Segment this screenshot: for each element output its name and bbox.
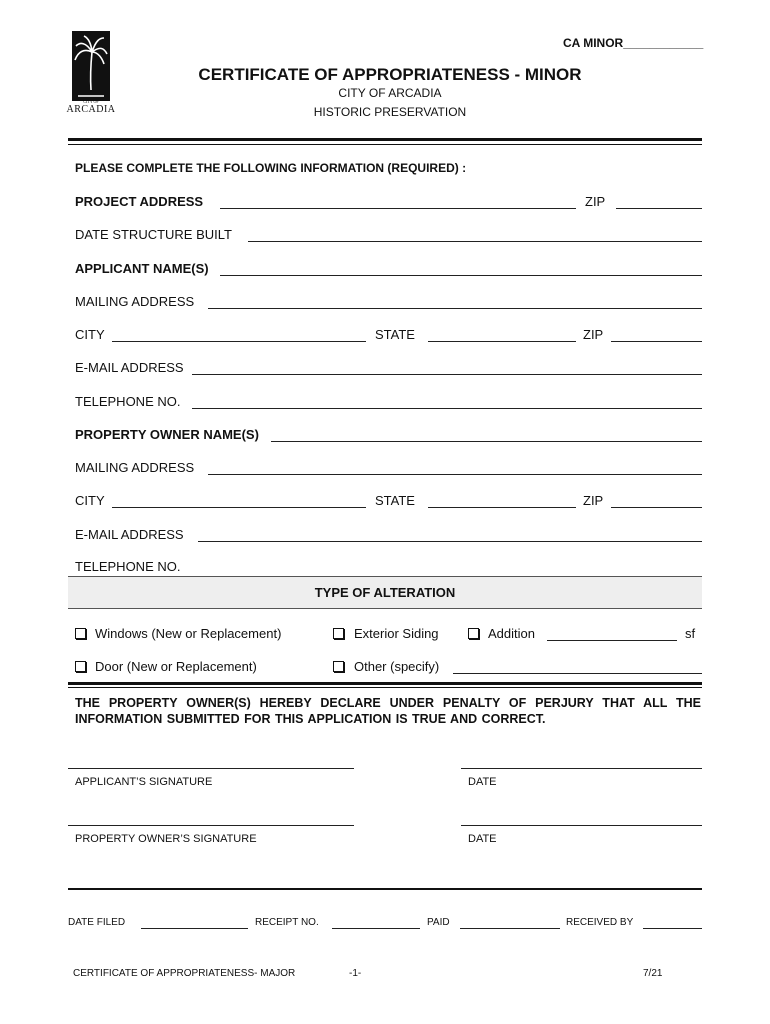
date-filed-field[interactable] (141, 928, 248, 929)
logo-city-name: ARCADIA (66, 104, 116, 115)
applicant-city-label: CITY (75, 327, 105, 342)
owner-city-label: CITY (75, 493, 105, 508)
owner-date-label: DATE (468, 833, 497, 845)
header-divider-thin (68, 144, 702, 145)
owner-state-field[interactable] (428, 507, 576, 508)
applicant-signature-label: APPLICANT’S SIGNATURE (75, 776, 213, 788)
applicant-email-label: E-MAIL ADDRESS (75, 360, 184, 375)
sf-label: sf (685, 626, 696, 641)
footer-form-name: CERTIFICATE OF APPROPRIATENESS- MAJOR (73, 968, 296, 979)
applicant-mailing-field[interactable] (208, 308, 702, 309)
addition-checkbox[interactable] (468, 628, 479, 639)
project-zip-field[interactable] (616, 208, 702, 209)
owner-names-label: PROPERTY OWNER NAME(S) (75, 427, 259, 442)
subtitle-program: HISTORIC PRESERVATION (313, 105, 467, 119)
door-label: Door (New or Replacement) (95, 659, 257, 674)
applicant-names-label: APPLICANT NAME(S) (75, 261, 209, 276)
revision-date: 7/21 (643, 968, 663, 979)
header-divider (68, 138, 702, 141)
received-by-label: RECEIVED BY (566, 917, 634, 928)
owner-email-label: E-MAIL ADDRESS (75, 527, 184, 542)
owner-city-field[interactable] (112, 507, 366, 508)
applicant-zip-field[interactable] (611, 341, 702, 342)
paid-field[interactable] (460, 928, 560, 929)
declaration-divider-thin (68, 687, 702, 688)
office-divider (68, 888, 702, 890)
owner-mailing-field[interactable] (208, 474, 702, 475)
page-title: CERTIFICATE OF APPROPRIATENESS - MINOR (198, 65, 582, 84)
project-address-field[interactable] (220, 208, 576, 209)
subtitle-city: CITY OF ARCADIA (338, 86, 442, 100)
applicant-telephone-field[interactable] (192, 408, 702, 409)
alteration-title: TYPE OF ALTERATION (314, 585, 456, 600)
applicant-telephone-label: TELEPHONE NO. (75, 394, 181, 409)
door-checkbox[interactable] (75, 661, 86, 672)
windows-checkbox[interactable] (75, 628, 86, 639)
owner-telephone-label: TELEPHONE NO. (75, 559, 181, 574)
receipt-no-label: RECEIPT NO. (255, 917, 319, 928)
exterior-siding-checkbox[interactable] (333, 628, 344, 639)
applicant-state-field[interactable] (428, 341, 576, 342)
applicant-city-field[interactable] (112, 341, 366, 342)
owner-zip-label: ZIP (583, 493, 604, 508)
applicant-names-field[interactable] (220, 275, 702, 276)
owner-state-label: STATE (375, 493, 415, 508)
owner-mailing-label: MAILING ADDRESS (75, 460, 195, 475)
project-address-label: PROJECT ADDRESS (75, 194, 204, 209)
applicant-zip-label: ZIP (583, 327, 604, 342)
form-code-label: CA MINOR____________ (563, 36, 704, 50)
declaration-divider (68, 682, 702, 685)
owner-signature-label: PROPERTY OWNER’S SIGNATURE (75, 833, 257, 845)
other-label: Other (specify) (354, 659, 440, 674)
owner-date-field[interactable] (461, 825, 702, 826)
logo-city-small: CITY OF (83, 99, 99, 104)
applicant-date-field[interactable] (461, 768, 702, 769)
date-filed-label: DATE FILED (68, 917, 126, 928)
page-number: -1- (349, 968, 362, 979)
other-specify-field[interactable] (453, 673, 702, 674)
windows-label: Windows (New or Replacement) (95, 626, 282, 641)
owner-email-field[interactable] (198, 541, 702, 542)
other-checkbox[interactable] (333, 661, 344, 672)
instructions: PLEASE COMPLETE THE FOLLOWING INFORMATION (REQUIRED) : (75, 161, 467, 175)
applicant-mailing-label: MAILING ADDRESS (75, 294, 195, 309)
owner-zip-field[interactable] (611, 507, 702, 508)
addition-sf-field[interactable] (547, 640, 677, 641)
receipt-no-field[interactable] (332, 928, 420, 929)
addition-label: Addition (488, 626, 535, 641)
received-by-field[interactable] (643, 928, 702, 929)
owner-names-field[interactable] (271, 441, 702, 442)
applicant-signature-field[interactable] (68, 768, 354, 769)
project-zip-label: ZIP (585, 194, 606, 209)
applicant-date-label: DATE (468, 776, 497, 788)
paid-label: PAID (427, 917, 450, 928)
declaration-text: THE PROPERTY OWNER(S) HEREBY DECLARE UNDER PENALTY OF PERJURY THAT ALL THE INFORMATION SUBMITTED FOR THIS APPLICATION IS TRUE AND CORRECT. (75, 696, 701, 726)
date-built-field[interactable] (248, 241, 702, 242)
applicant-email-field[interactable] (192, 374, 702, 375)
applicant-state-label: STATE (375, 327, 415, 342)
exterior-siding-label: Exterior Siding (354, 626, 439, 641)
date-built-label: DATE STRUCTURE BUILT (75, 227, 232, 242)
owner-signature-field[interactable] (68, 825, 354, 826)
